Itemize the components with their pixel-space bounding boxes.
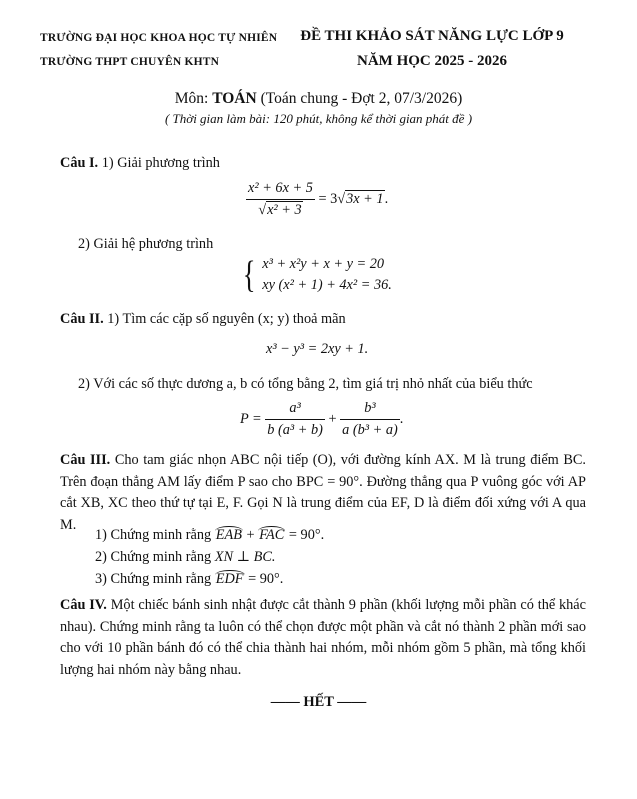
q2-equation: x³ − y³ = 2xy + 1.	[266, 341, 369, 357]
q3-item-3	[95, 569, 283, 589]
q4-statement	[60, 595, 586, 681]
q3-item3-prefix: 3) Chứng minh rằng	[95, 571, 212, 587]
exam-title: ĐỀ THI KHẢO SÁT NĂNG LỰC LỚP 9	[300, 28, 564, 44]
end-marker: —— HẾT ——	[270, 694, 367, 710]
q1-eq-den-radicand: x² + 3	[267, 202, 302, 218]
q2-label: Câu II.	[60, 311, 104, 327]
school-year: NĂM HỌC 2025 - 2026	[357, 53, 507, 69]
q3-item-2	[95, 547, 275, 567]
q1-eq-end: .	[384, 190, 389, 207]
q2-fraction-1	[265, 400, 325, 439]
q3-item2-math: XN ⊥ BC.	[214, 549, 276, 565]
q1-system-row-1: x³ + x²y + x + y = 20	[262, 256, 385, 272]
q2-frac1-num: a³	[265, 400, 325, 420]
q2-part1	[60, 309, 346, 329]
q3-item3-angle: EDF	[215, 571, 244, 587]
q1-system-row-2: xy (x² + 1) + 4x² = 36.	[262, 277, 392, 293]
exam-duration: ( Thời gian làm bài: 120 phút, không kể thời gian phát đề )	[164, 111, 473, 126]
q2-frac2-den: a (b³ + a)	[342, 422, 398, 438]
q4-label: Câu IV.	[60, 597, 107, 613]
q3-item1-plus: +	[246, 527, 255, 543]
q2-end: .	[399, 410, 404, 427]
q1-eq-denominator: √x² + 3	[258, 202, 302, 218]
q3-item1-angle-a: EAB	[215, 527, 242, 543]
q2-fraction-2	[340, 400, 400, 439]
q1-part1	[60, 153, 220, 173]
q2-expression	[240, 400, 403, 439]
q2-part2: 2) Với các số thực dương a, b có tổng bằng 2, tìm giá trị nhỏ nhất của biểu thức	[78, 376, 533, 392]
subject-line	[0, 90, 637, 108]
subject-detail: (Toán chung - Đợt 2, 07/3/2026)	[260, 90, 463, 107]
q2-frac2-num: b³	[340, 400, 400, 420]
q1-part2: 2) Giải hệ phương trình	[78, 236, 214, 252]
q1-eq-rhs-radicand: 3x + 1	[346, 190, 384, 207]
q1-eq-rhs-root: √3x + 1	[337, 190, 384, 207]
q3-item2-prefix: 2) Chứng minh rằng	[95, 549, 212, 565]
q3-text: Cho tam giác nhọn ABC nội tiếp (O), với đường kính AX. M là trung điểm BC. Trên đoạn thẳng AM lấy điểm P sao cho BPC = 90°. Đường thẳng qua P vuông góc với AP cắt XB, XC theo thứ tự tại E, F. Gọi N là trung điểm của EF, D là điểm đối xứng với A qua M.	[60, 452, 587, 533]
q1-eq-fraction	[246, 180, 315, 219]
q2-plus: +	[328, 410, 337, 427]
q1-part1-text: 1) Giải phương trình	[101, 155, 220, 171]
q3-item1-angle-b: FAC	[259, 527, 285, 543]
system-brace-icon: {	[242, 254, 256, 296]
school-line-2: TRƯỜNG THPT CHUYÊN KHTN	[40, 56, 220, 68]
q1-label: Câu I.	[60, 155, 99, 171]
subject-name: TOÁN	[212, 90, 257, 107]
header-schools	[40, 26, 277, 74]
q4-text: Một chiếc bánh sinh nhật được cắt thành 9 phần (khối lượng mỗi phần có thể khác nhau). Chứng minh rằng ta luôn có thể chọn được một phần và cắt nó thành 2 phần mới sao cho với 10 phần bánh đó có thể chia thành hai nhóm, mỗi nhóm gồm 5 phần, mà tổng khối lượng hai nhóm này bằng nhau.	[60, 597, 586, 678]
q1-system	[240, 254, 392, 296]
header-exam	[282, 24, 582, 74]
q3-item3-end: = 90°.	[248, 571, 284, 587]
q3-item-1	[95, 525, 324, 545]
q1-eq-numerator: x² + 6x + 5	[246, 180, 315, 200]
q1-equation	[246, 180, 388, 219]
school-line-1: TRƯỜNG ĐẠI HỌC KHOA HỌC TỰ NHIÊN	[40, 32, 278, 44]
q3-statement	[60, 450, 586, 536]
q1-eq-rhs-prefix: = 3	[318, 190, 338, 207]
q3-item1-end: = 90°.	[288, 527, 325, 543]
q2-p-lhs: P =	[240, 410, 262, 427]
q3-label: Câu III.	[60, 452, 111, 468]
q2-frac1-den: b (a³ + b)	[267, 422, 323, 438]
subject-label: Môn:	[174, 90, 209, 107]
q2-part1-text: 1) Tìm các cặp số nguyên (x; y) thoả mãn	[107, 311, 346, 327]
q3-item1-prefix: 1) Chứng minh rằng	[95, 527, 212, 543]
